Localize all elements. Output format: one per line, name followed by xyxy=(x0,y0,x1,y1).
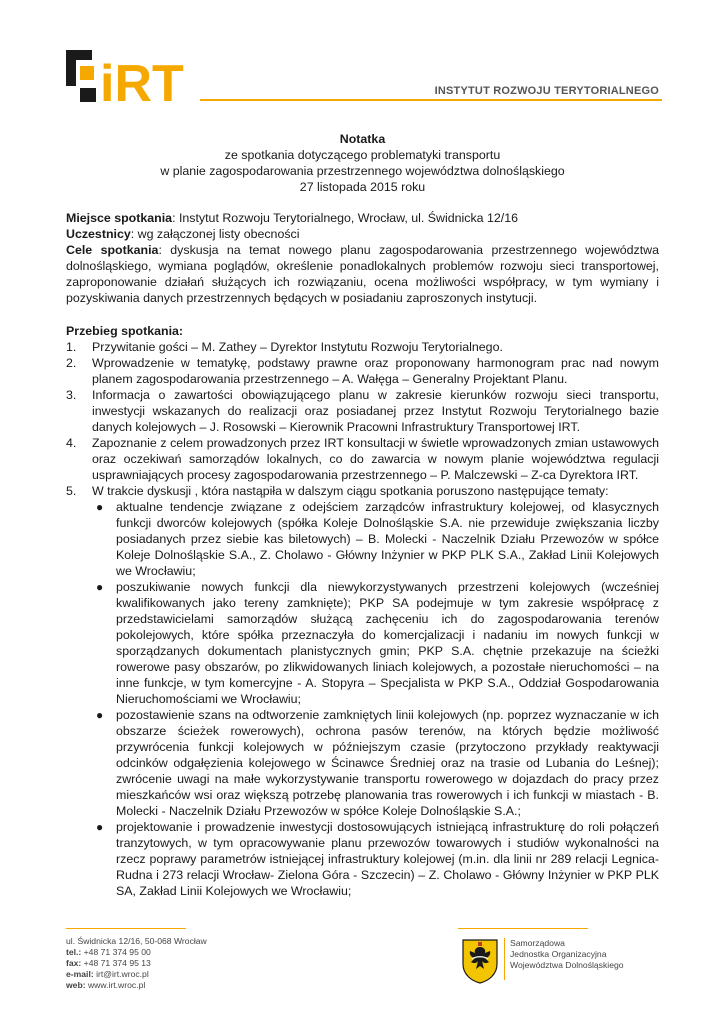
footer-rule-right xyxy=(458,928,588,929)
topic-item xyxy=(92,819,659,899)
meeting-place-label: Miejsce spotkania xyxy=(66,211,173,225)
footer-fax xyxy=(66,958,207,969)
agenda-list xyxy=(66,339,659,899)
logo-text: iRT xyxy=(100,55,184,102)
agenda-item-number: 4. xyxy=(66,436,77,450)
meeting-goals-value: : dyskusja na temat nowego planu zagospodarowania przestrzennego województwa dolnośląskiego, wymiana poglądów, określenie ponadlokalnych problemów rozwoju sieci transportowej, zaproponowanie działań służących ich rozwiązaniu, ocena możliwości współpracy, w tym wymiany i pozyskiwania danych przestrzennych będących w posiadaniu zaproszonych instytucji. xyxy=(66,243,659,305)
document-body xyxy=(66,210,659,899)
agenda-heading: Przebieg spotkania: xyxy=(66,324,184,338)
agenda-item-number: 3. xyxy=(66,388,77,402)
topic-item xyxy=(92,707,659,819)
footer-address: ul. Świdnicka 12/16, 50-068 Wrocław xyxy=(66,936,207,946)
regional-unit-text xyxy=(510,938,624,971)
bullet-icon: ● xyxy=(96,580,104,594)
agenda-item-text: Przywitanie gości – M. Zathey – Dyrektor Instytutu Rozwoju Terytorialnego. xyxy=(92,340,503,354)
bullet-icon: ● xyxy=(96,820,104,834)
fax-value: +48 71 374 95 13 xyxy=(81,958,151,968)
agenda-item-number: 2. xyxy=(66,356,77,370)
footer-contact xyxy=(66,936,207,991)
bullet-icon: ● xyxy=(96,500,104,514)
topic-item xyxy=(92,499,659,579)
footer-divider xyxy=(504,938,505,980)
web-label: web: xyxy=(66,980,86,990)
email-value: irt@irt.wroc.pl xyxy=(93,969,149,979)
title-line-1: ze spotkania dotyczącego problematyki transportu xyxy=(224,148,501,162)
agenda-item xyxy=(66,435,659,483)
agenda-item xyxy=(66,339,659,355)
bullet-icon: ● xyxy=(96,708,104,722)
agenda-item-number: 5. xyxy=(66,484,77,498)
topic-text: pozostawienie szans na odtworzenie zamkniętych linii kolejowych (np. poprzez wyznaczanie w ich obszarze ścieżek rowerowych), ochrona pasów terenów, na których będzie możliwość przywrócenia funkcji kolejowych w późniejszym czasie (przytoczono przykłady reaktywacji odcinków odgałęzienia kolejowego w Ścinawce Średniej oraz na trasie od Lubania do Leśnej); zwrócenie uwagi na małe wykorzystywanie transportu rowerowego w dojazdach do pracy przez mieszkańców wsi oraz większą potrzebę planowania tras rowerowych i ich funkcji w miastach - B. Molecki - Naczelnik Działu Przewozów w spółce Koleje Dolnośląskie S.A.; xyxy=(116,708,659,818)
meeting-place xyxy=(66,210,659,226)
document-title: Notatka xyxy=(339,132,386,146)
participants-value: : wg załączonej listy obecności xyxy=(130,227,300,241)
header-rule xyxy=(200,99,662,101)
logo-block-left xyxy=(66,50,76,86)
agenda-item-text: Zapoznanie z celem prowadzonych przez IRT konsultacji w świetle wprowadzonych zmian ustawowych oraz oczekiwań samorządów lokalnych, co do zawarcia w nowym planie województwa regulacji usprawniających procesy zagospodarowania przestrzennego – P. Malczewski – Z-ca Dyrektora IRT. xyxy=(92,436,659,482)
agenda-item xyxy=(66,483,659,899)
topic-item xyxy=(92,579,659,707)
web-value: www.irt.wroc.pl xyxy=(85,980,146,990)
regional-unit-line-2: Jednostka Organizacyjna xyxy=(510,949,607,959)
title-block xyxy=(66,131,659,195)
footer-phone xyxy=(66,947,207,958)
footer-web xyxy=(66,980,207,991)
title-line-2: w planie zagospodarowania przestrzennego województwa dolnośląskiego xyxy=(160,164,565,178)
regional-unit-line-3: Województwa Dolnośląskiego xyxy=(510,960,624,970)
footer-rule-left xyxy=(66,928,186,929)
footer-email xyxy=(66,969,207,980)
meeting-place-value: : Instytut Rozwoju Terytorialnego, Wrocław, ul. Świdnicka 12/16 xyxy=(172,211,519,225)
agenda-item-number: 1. xyxy=(66,340,77,354)
email-label: e-mail: xyxy=(66,969,94,979)
fax-label: fax: xyxy=(66,958,82,968)
regional-unit-line-1: Samorządowa xyxy=(510,938,565,948)
agenda-item-text: Informacja o zawartości obowiązującego planu w zakresie kierunków rozwoju sieci transportu, inwestycji wskazanych do realizacji oraz posiadanej przez Instytut Rozwoju Terytorialnego bazie danych kolejowych – J. Rosowski – Kierownik Pracowni Infrastruktury Transportowej IRT. xyxy=(92,388,659,434)
participants-label: Uczestnicy xyxy=(66,227,131,241)
topic-text: aktualne tendencje związane z odejściem zarządców infrastruktury kolejowej, od klasycznych funkcji dworców kolejowych (spółka Koleje Dolnośląskie S.A. nie przewiduje zwiększania liczby posiadanych przez siebie kas biletowych) – B. Molecki - Naczelnik Działu Przewozów w spółce Koleje Dolnośląskie S.A., Z. Cholawo - Główny Inżynier w PKP PLK S.A., Zakład Linii Kolejowych we Wrocławiu; xyxy=(116,500,659,578)
coat-of-arms-icon xyxy=(461,938,499,984)
logo-block-bottom xyxy=(80,88,96,102)
participants xyxy=(66,226,659,242)
phone-value: +48 71 374 95 00 xyxy=(81,947,151,957)
meeting-date: 27 listopada 2015 roku xyxy=(299,180,426,194)
phone-label: tel.: xyxy=(66,947,82,957)
topic-text: poszukiwanie nowych funkcji dla niewykorzystywanych przestrzeni kolejowych (wcześniej kwalifikowanych jako tereny zamknięte); PKP SA podejmuje w tym zakresie współpracę z przedstawicielami samorządów służącą zachęceniu ich do zagospodarowania terenów pokolejowych, które spółka przeznaczyła do komercjalizacji i nadaniu im nowych funkcji w sporządzanych dokumentach planistycznych gmin; PKP S.A. chętnie przekazuje na ścieżki rowerowe pasy obszarów, po zlikwidowanych liniach kolejowych, a pozostałe nieruchomości – na inne funkcje, w tym komercyjne - A. Stopyra – Specjalista w PKP S.A., Oddział Gospodarowania Nieruchomościami we Wrocławiu; xyxy=(116,580,659,706)
agenda-item-text: Wprowadzenie w tematykę, podstawy prawne oraz proponowany harmonogram prac nad nowym planem zagospodarowania przestrzennego – A. Wałęga – Generalny Projektant Planu. xyxy=(92,356,659,386)
agenda-item xyxy=(66,387,659,435)
institute-name: INSTYTUT ROZWOJU TERYTORIALNEGO xyxy=(434,85,659,97)
discussion-topics xyxy=(92,499,659,899)
logo-block-accent xyxy=(80,66,94,80)
irt-logo xyxy=(66,50,204,102)
meeting-goals-label: Cele spotkania xyxy=(66,243,159,257)
topic-text: projektowanie i prowadzenie inwestycji dostosowujących istniejącą infrastrukturę do roli połączeń tranzytowych, w tym opracowywanie planu przewozów towarowych i studiów wykonalności na rzecz poprawy parametrów istniejącej infrastruktury kolejowej (m.in. dla linii nr 289 relacji Legnica-Rudna i 273 relacji Wrocław- Zielona Góra - Szczecin) – Z. Cholawo - Główny Inżynier w PKP PLK SA, Zakład Linii Kolejowych we Wrocławiu; xyxy=(116,820,659,898)
meeting-goals xyxy=(66,242,659,306)
agenda-item xyxy=(66,355,659,387)
agenda-item-text: W trakcie dyskusji , która nastąpiła w dalszym ciągu spotkania poruszono następujące tematy: xyxy=(92,484,609,498)
